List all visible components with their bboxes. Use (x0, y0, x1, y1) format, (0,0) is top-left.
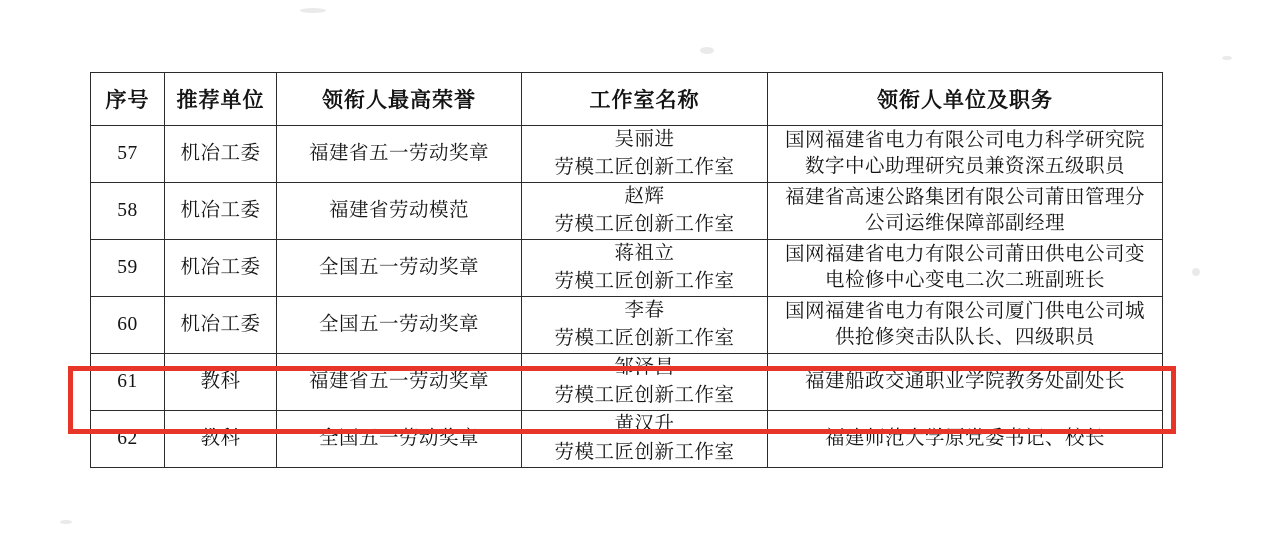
cell-index: 61 (91, 354, 165, 411)
table-row (91, 411, 1163, 468)
cell-title-line2: 数字中心助理研究员兼资深五级职员 (804, 156, 1125, 177)
cell-studio (522, 240, 768, 297)
column-header-index: 序号 (91, 73, 165, 126)
cell-index: 59 (91, 240, 165, 297)
cell-studio-name: 邹泽昌 (614, 357, 675, 379)
cell-studio-name: 李春 (624, 300, 665, 322)
cell-title: 福建船政交通职业学院教务处副处长 (768, 354, 1163, 411)
cell-honor: 福建省五一劳动奖章 (277, 126, 522, 183)
table-header (91, 73, 1163, 126)
cell-title-line1: 福建省高速公路集团有限公司莆田管理分 (784, 186, 1145, 208)
cell-studio-suffix: 劳模工匠创新工作室 (554, 327, 735, 349)
cell-unit: 机冶工委 (165, 240, 277, 297)
cell-honor: 全国五一劳动奖章 (277, 411, 522, 468)
cell-index: 60 (91, 297, 165, 354)
cell-unit: 教科 (165, 354, 277, 411)
cell-studio (522, 411, 768, 468)
award-table (90, 72, 1163, 468)
cell-title (768, 183, 1163, 240)
cell-studio-name: 吴丽进 (614, 129, 675, 151)
table-body (91, 126, 1163, 468)
cell-unit: 机冶工委 (165, 297, 277, 354)
column-header-studio: 工作室名称 (522, 73, 768, 126)
cell-title-line2: 电检修中心变电二次二班副班长 (824, 270, 1105, 291)
cell-studio-name: 蒋祖立 (614, 243, 675, 265)
cell-unit: 教科 (165, 411, 277, 468)
cell-studio-name: 赵辉 (624, 186, 665, 208)
cell-index: 57 (91, 126, 165, 183)
scan-artifact (1222, 56, 1232, 60)
cell-title (768, 240, 1163, 297)
table-row (91, 240, 1163, 297)
award-table-container (90, 72, 1162, 468)
scan-artifact (1192, 268, 1200, 276)
cell-studio-suffix: 劳模工匠创新工作室 (554, 213, 735, 235)
cell-studio-suffix: 劳模工匠创新工作室 (554, 441, 735, 463)
cell-studio-suffix: 劳模工匠创新工作室 (554, 384, 735, 406)
table-header-row (91, 73, 1163, 126)
cell-studio-suffix: 劳模工匠创新工作室 (554, 156, 735, 178)
scan-artifact (60, 520, 72, 524)
column-header-unit: 推荐单位 (165, 73, 277, 126)
cell-title: 福建师范大学原党委书记、校长 (768, 411, 1163, 468)
cell-studio-suffix: 劳模工匠创新工作室 (554, 270, 735, 292)
table-row (91, 183, 1163, 240)
cell-honor: 全国五一劳动奖章 (277, 240, 522, 297)
cell-studio (522, 183, 768, 240)
cell-title-line1: 国网福建省电力有限公司电力科学研究院 (784, 129, 1145, 151)
cell-studio-name: 黄汉升 (614, 414, 675, 436)
cell-index: 58 (91, 183, 165, 240)
table-row-highlighted (91, 354, 1163, 411)
cell-unit: 机冶工委 (165, 126, 277, 183)
cell-title-line2: 公司运维保障部副经理 (864, 213, 1065, 234)
cell-honor: 福建省劳动模范 (277, 183, 522, 240)
column-header-title: 领衔人单位及职务 (768, 73, 1163, 126)
cell-title-line1: 国网福建省电力有限公司莆田供电公司变 (784, 243, 1145, 265)
cell-honor: 福建省五一劳动奖章 (277, 354, 522, 411)
column-header-honor: 领衔人最高荣誉 (277, 73, 522, 126)
cell-studio (522, 126, 768, 183)
cell-title (768, 297, 1163, 354)
scan-artifact (700, 47, 714, 54)
table-row (91, 297, 1163, 354)
cell-studio (522, 354, 768, 411)
cell-honor: 全国五一劳动奖章 (277, 297, 522, 354)
scan-artifact (300, 8, 326, 13)
cell-unit: 机冶工委 (165, 183, 277, 240)
cell-title-line2: 供抢修突击队队长、四级职员 (834, 327, 1095, 348)
cell-studio (522, 297, 768, 354)
cell-title-line1: 国网福建省电力有限公司厦门供电公司城 (784, 300, 1145, 322)
cell-title (768, 126, 1163, 183)
table-row (91, 126, 1163, 183)
cell-index: 62 (91, 411, 165, 468)
